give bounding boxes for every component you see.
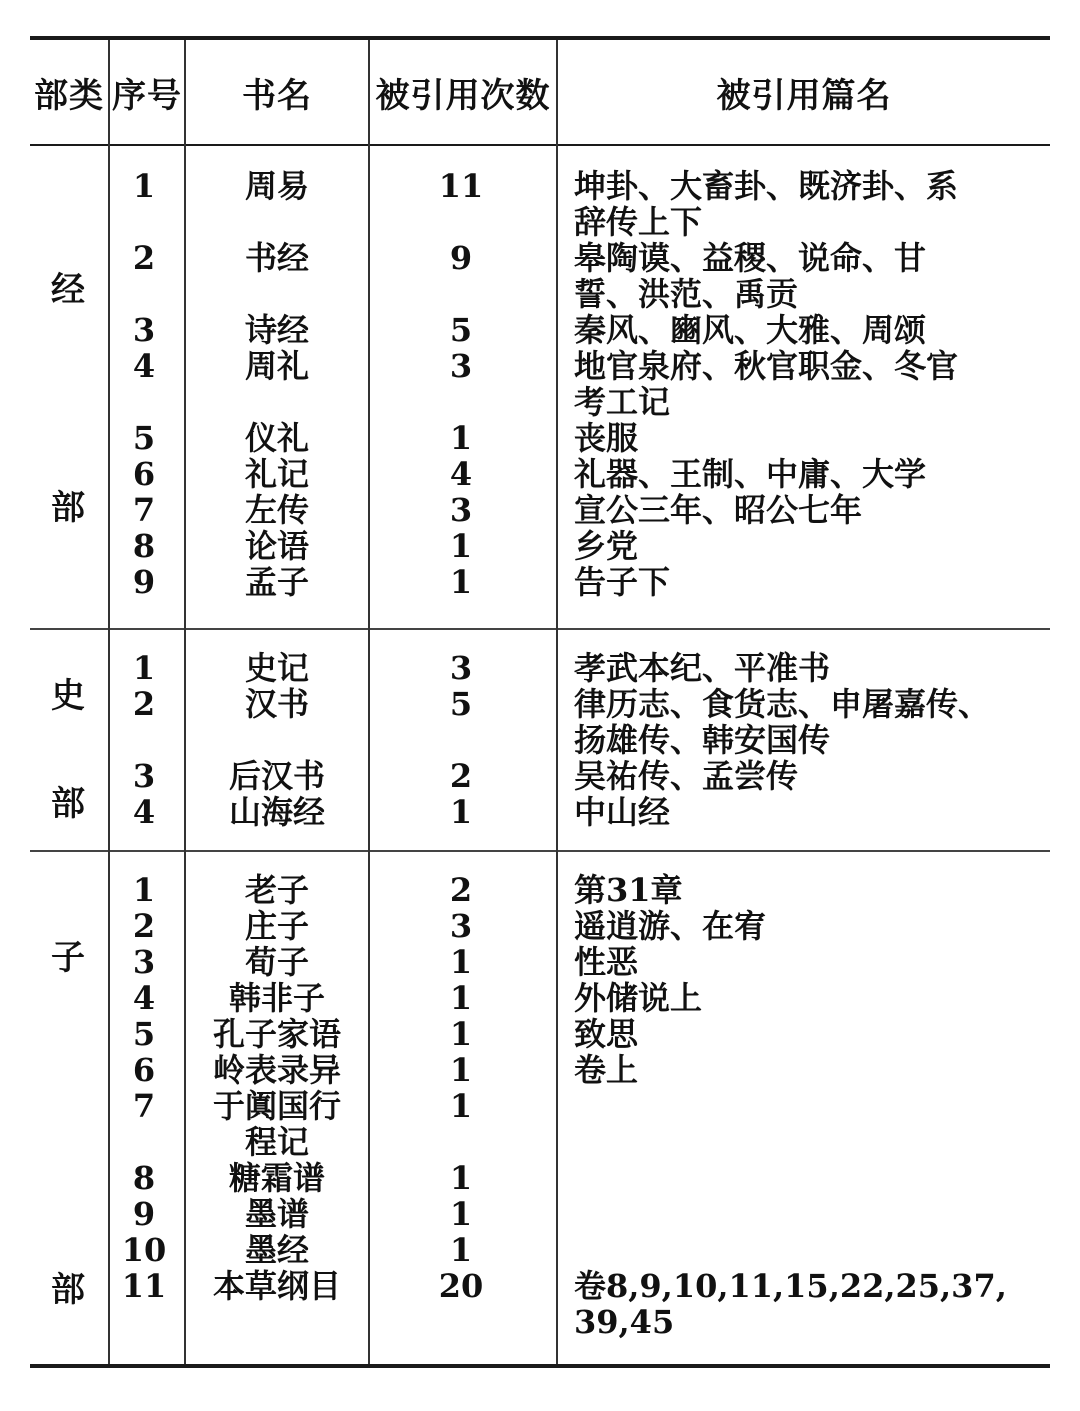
seq-cell: 4 xyxy=(132,979,156,1017)
column-divider-2 xyxy=(184,40,186,1364)
book-cell: 岭表录异 xyxy=(212,1051,341,1089)
seq-cell: 8 xyxy=(132,527,156,565)
book-cell: 仪礼 xyxy=(244,419,309,457)
column-divider-1 xyxy=(108,40,110,1364)
chapters-line: 地官泉府、秋官职金、冬官 xyxy=(574,347,959,385)
chapters-line: 誓、洪范、禹贡 xyxy=(574,275,799,313)
header-chapters: 被引用篇名 xyxy=(716,75,892,116)
chapters-cell xyxy=(574,944,1036,980)
chapters-cell xyxy=(574,456,1036,492)
seq-cell: 2 xyxy=(132,907,156,945)
seq-cell: 2 xyxy=(132,685,156,723)
header-seq: 序号 xyxy=(112,75,182,116)
book-cell: 老子 xyxy=(244,871,309,909)
book-cell: 荀子 xyxy=(244,943,309,981)
header-count: 被引用次数 xyxy=(375,75,551,116)
top-rule xyxy=(30,36,1050,40)
section-divider-1 xyxy=(30,628,1050,630)
count-cell: 1 xyxy=(449,793,473,831)
chapters-line: 宣公三年、昭公七年 xyxy=(574,491,863,529)
category-zi-bottom: 部 xyxy=(51,1270,85,1310)
seq-cell: 7 xyxy=(132,1087,156,1125)
chapters-line: 中山经 xyxy=(574,793,671,831)
chapters-line: 律历志、食货志、申屠嘉传、 xyxy=(574,685,991,723)
book-cell: 墨经 xyxy=(244,1231,309,1269)
chapters-line: 乡党 xyxy=(574,527,639,565)
count-cell: 3 xyxy=(449,649,473,687)
book-cell: 史记 xyxy=(244,649,309,687)
count-cell: 1 xyxy=(449,1087,473,1125)
category-jing-top: 经 xyxy=(51,270,85,310)
book-cell: 论语 xyxy=(244,527,309,565)
chapters-line: 扬雄传、韩安国传 xyxy=(574,721,831,759)
count-cell: 3 xyxy=(449,347,473,385)
header-category: 部类 xyxy=(34,75,104,116)
seq-cell: 5 xyxy=(132,419,156,457)
book-cell: 糖霜谱 xyxy=(228,1159,325,1197)
count-cell: 5 xyxy=(449,311,473,349)
seq-cell: 3 xyxy=(132,943,156,981)
seq-cell: 10 xyxy=(121,1231,167,1269)
book-cell: 周易 xyxy=(244,167,309,205)
chapters-line: 辞传上下 xyxy=(574,203,703,241)
seq-cell: 11 xyxy=(121,1267,167,1305)
chapters-line: 吴祐传、孟尝传 xyxy=(574,757,799,795)
book-cell: 孔子家语 xyxy=(212,1015,341,1053)
bottom-rule xyxy=(30,1364,1050,1368)
count-cell: 4 xyxy=(449,455,473,493)
category-shi-bottom: 部 xyxy=(51,784,85,824)
chapters-cell xyxy=(574,980,1036,1016)
seq-cell: 9 xyxy=(132,563,156,601)
count-cell: 1 xyxy=(449,1159,473,1197)
seq-cell: 6 xyxy=(132,1051,156,1089)
chapters-cell xyxy=(574,794,1036,830)
seq-cell: 5 xyxy=(132,1015,156,1053)
category-shi-top: 史 xyxy=(51,676,85,716)
seq-cell: 1 xyxy=(132,167,156,205)
count-cell: 1 xyxy=(449,979,473,1017)
count-cell: 1 xyxy=(449,943,473,981)
chapters-cell xyxy=(574,1016,1036,1052)
chapters-line: 坤卦、大畜卦、既济卦、系 xyxy=(574,167,959,205)
seq-cell: 3 xyxy=(132,757,156,795)
count-cell: 20 xyxy=(438,1267,484,1305)
seq-cell: 9 xyxy=(132,1195,156,1233)
chapters-line: 考工记 xyxy=(574,383,671,421)
chapters-line: 卷8,9,10,11,15,22,25,37, xyxy=(574,1267,1007,1305)
chapters-cell xyxy=(574,758,1036,794)
chapters-line: 告子下 xyxy=(574,563,671,601)
category-zi-top: 子 xyxy=(51,938,85,978)
header-rule xyxy=(30,144,1050,146)
chapters-cell xyxy=(574,168,1036,240)
count-cell: 3 xyxy=(449,907,473,945)
book-cell: 墨谱 xyxy=(244,1195,309,1233)
book-cell: 山海经 xyxy=(228,793,325,831)
seq-cell: 1 xyxy=(132,649,156,687)
chapters-line: 丧服 xyxy=(574,419,639,457)
chapters-line: 外储说上 xyxy=(574,979,703,1017)
chapters-cell xyxy=(574,686,1036,758)
count-cell: 1 xyxy=(449,1195,473,1233)
seq-cell: 6 xyxy=(132,455,156,493)
count-cell: 3 xyxy=(449,491,473,529)
book-cell: 书经 xyxy=(244,239,309,277)
chapters-cell xyxy=(574,564,1036,600)
chapters-cell xyxy=(574,348,1036,420)
column-divider-4 xyxy=(556,40,558,1364)
chapters-line: 39,45 xyxy=(574,1303,675,1341)
chapters-cell xyxy=(574,650,1036,686)
seq-cell: 7 xyxy=(132,491,156,529)
category-jing-bottom: 部 xyxy=(51,488,85,528)
chapters-line: 孝武本纪、平准书 xyxy=(574,649,831,687)
chapters-line: 第31章 xyxy=(574,871,683,909)
chapters-cell xyxy=(574,420,1036,456)
chapters-cell xyxy=(574,528,1036,564)
count-cell: 5 xyxy=(449,685,473,723)
chapters-cell xyxy=(574,492,1036,528)
book-cell: 诗经 xyxy=(244,311,309,349)
book-cell: 后汉书 xyxy=(228,757,325,795)
book-cell: 于阗国行 程记 xyxy=(212,1087,341,1161)
count-cell: 1 xyxy=(449,563,473,601)
book-cell: 韩非子 xyxy=(228,979,325,1017)
seq-cell: 4 xyxy=(132,347,156,385)
seq-cell: 4 xyxy=(132,793,156,831)
count-cell: 1 xyxy=(449,1231,473,1269)
count-cell: 11 xyxy=(438,167,484,205)
count-cell: 9 xyxy=(449,239,473,277)
count-cell: 1 xyxy=(449,419,473,457)
header-book: 书名 xyxy=(242,75,312,116)
seq-cell: 8 xyxy=(132,1159,156,1197)
chapters-cell xyxy=(574,872,1036,908)
chapters-cell xyxy=(574,312,1036,348)
book-cell: 汉书 xyxy=(244,685,309,723)
chapters-cell xyxy=(574,1052,1036,1088)
chapters-cell xyxy=(574,908,1036,944)
book-cell: 孟子 xyxy=(244,563,309,601)
book-cell: 左传 xyxy=(244,491,309,529)
chapters-line: 礼器、王制、中庸、大学 xyxy=(574,455,927,493)
count-cell: 2 xyxy=(449,757,473,795)
chapters-line: 性恶 xyxy=(574,943,639,981)
chapters-line: 秦风、豳风、大雅、周颂 xyxy=(574,311,927,349)
chapters-cell xyxy=(574,240,1036,312)
chapters-line: 皋陶谟、益稷、说命、甘 xyxy=(574,239,927,277)
chapters-line: 卷上 xyxy=(574,1051,639,1089)
book-cell: 庄子 xyxy=(244,907,309,945)
chapters-cell xyxy=(574,1268,1036,1340)
book-cell: 周礼 xyxy=(244,347,309,385)
chapters-line: 致思 xyxy=(574,1015,639,1053)
chapters-line: 遥逍游、在宥 xyxy=(574,907,767,945)
book-cell: 本草纲目 xyxy=(212,1267,341,1305)
count-cell: 1 xyxy=(449,527,473,565)
count-cell: 2 xyxy=(449,871,473,909)
count-cell: 1 xyxy=(449,1015,473,1053)
count-cell: 1 xyxy=(449,1051,473,1089)
seq-cell: 3 xyxy=(132,311,156,349)
section-divider-2 xyxy=(30,850,1050,852)
book-cell: 礼记 xyxy=(244,455,309,493)
seq-cell: 2 xyxy=(132,239,156,277)
seq-cell: 1 xyxy=(132,871,156,909)
